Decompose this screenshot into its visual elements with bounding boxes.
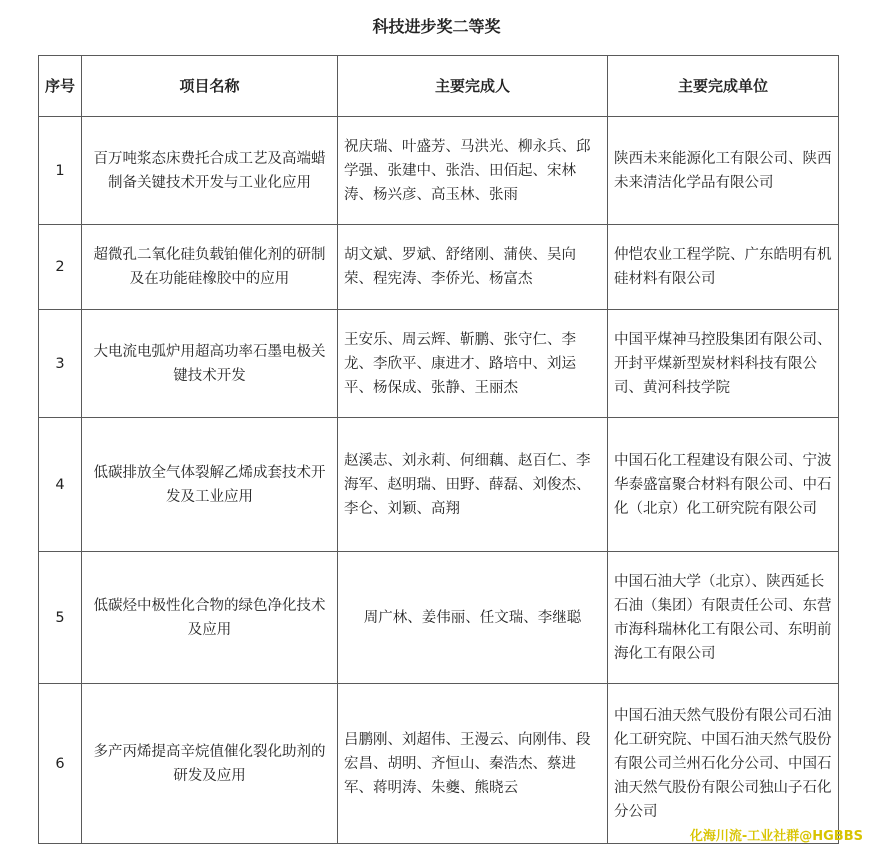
header-units: 主要完成单位 xyxy=(608,56,839,117)
table-row xyxy=(39,225,839,310)
cell-seq: 5 xyxy=(39,552,82,684)
cell-units: 陕西未来能源化工有限公司、陕西未来清洁化学品有限公司 xyxy=(608,117,839,225)
cell-seq: 4 xyxy=(39,418,82,552)
cell-seq: 1 xyxy=(39,117,82,225)
cell-people: 胡文斌、罗斌、舒绪刚、蒲侠、吴向荣、程宪涛、李侨光、杨富杰 xyxy=(338,225,608,310)
table-header-row xyxy=(39,56,839,117)
cell-people: 周广林、姜伟丽、任文瑞、李继聪 xyxy=(338,552,608,684)
cell-project: 超微孔二氧化硅负载铂催化剂的研制及在功能硅橡胶中的应用 xyxy=(82,225,338,310)
table-row xyxy=(39,684,839,844)
cell-project: 百万吨浆态床费托合成工艺及高端蜡制备关键技术开发与工业化应用 xyxy=(82,117,338,225)
table-row xyxy=(39,310,839,418)
cell-units: 中国石化工程建设有限公司、宁波华泰盛富聚合材料有限公司、中石化（北京）化工研究院有限公司 xyxy=(608,418,839,552)
header-people: 主要完成人 xyxy=(338,56,608,117)
table-row xyxy=(39,552,839,684)
cell-project: 大电流电弧炉用超高功率石墨电极关键技术开发 xyxy=(82,310,338,418)
table-row xyxy=(39,418,839,552)
cell-people: 王安乐、周云辉、靳鹏、张守仁、李龙、李欣平、康进才、路培中、刘运平、杨保成、张静、王丽杰 xyxy=(338,310,608,418)
cell-project: 低碳排放全气体裂解乙烯成套技术开发及工业应用 xyxy=(82,418,338,552)
page-title: 科技进步奖二等奖 xyxy=(372,17,501,36)
header-seq: 序号 xyxy=(39,56,82,117)
cell-seq: 6 xyxy=(39,684,82,844)
cell-people: 赵溪志、刘永莉、何细藕、赵百仁、李海军、赵明瑞、田野、薛磊、刘俊杰、李仑、刘颖、高翔 xyxy=(338,418,608,552)
cell-seq: 2 xyxy=(39,225,82,310)
awards-table xyxy=(38,55,839,844)
cell-seq: 3 xyxy=(39,310,82,418)
cell-units: 仲恺农业工程学院、广东皓明有机硅材料有限公司 xyxy=(608,225,839,310)
table-row xyxy=(39,117,839,225)
cell-people: 祝庆瑞、叶盛芳、马洪光、柳永兵、邱学强、张建中、张浩、田佰起、宋林涛、杨兴彦、高玉林、张雨 xyxy=(338,117,608,225)
header-project: 项目名称 xyxy=(82,56,338,117)
cell-project: 低碳烃中极性化合物的绿色净化技术及应用 xyxy=(82,552,338,684)
cell-units: 中国石油大学（北京）、陕西延长石油（集团）有限责任公司、东营市海科瑞林化工有限公司、东明前海化工有限公司 xyxy=(608,552,839,684)
watermark: 化海川流-工业社群@HGBBS xyxy=(689,829,863,844)
cell-units: 中国石油天然气股份有限公司石油化工研究院、中国石油天然气股份有限公司兰州石化分公司、中国石油天然气股份有限公司独山子石化分公司 xyxy=(608,684,839,844)
cell-project: 多产丙烯提高辛烷值催化裂化助剂的研发及应用 xyxy=(82,684,338,844)
cell-units: 中国平煤神马控股集团有限公司、开封平煤新型炭材料科技有限公司、黄河科技学院 xyxy=(608,310,839,418)
cell-people: 吕鹏刚、刘超伟、王漫云、向刚伟、段宏昌、胡明、齐恒山、秦浩杰、蔡进军、蒋明涛、朱夔、熊晓云 xyxy=(338,684,608,844)
